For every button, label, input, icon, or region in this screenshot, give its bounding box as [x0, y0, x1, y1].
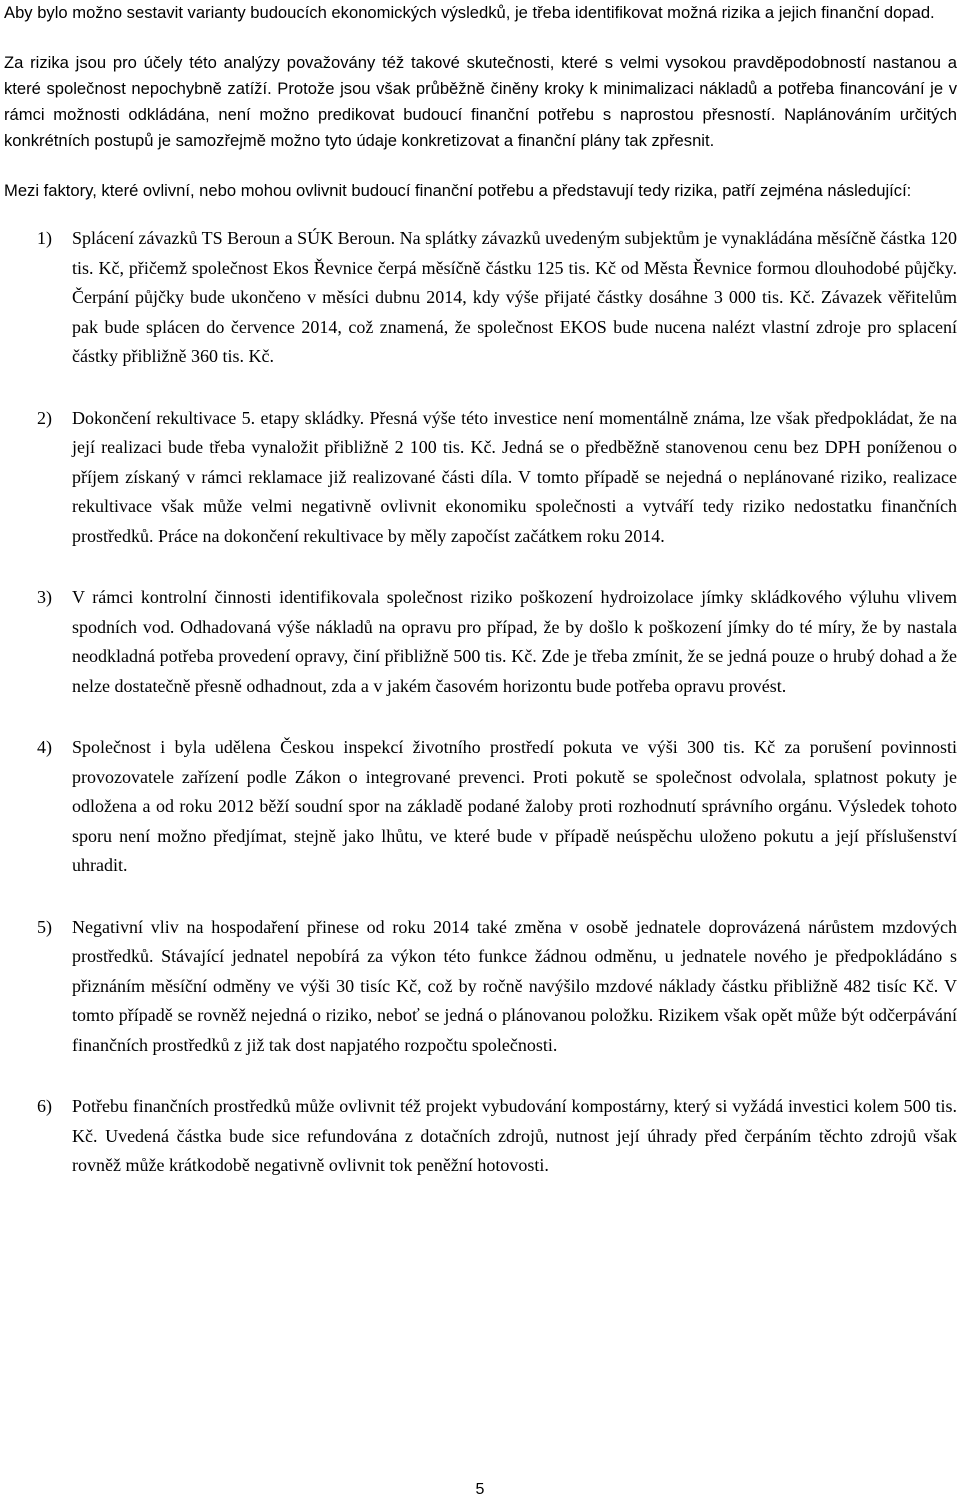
risk-factors-list: [4, 224, 957, 1181]
list-item-text: Negativní vliv na hospodaření přinese od roku 2014 také změna v osobě jednatele doprovázená nárůstem mzdových prostředků. Stávající jednatel nepobírá za výkon této funkce žádnou odměnu, u jednatele nového je předpokládáno s přiznáním měsíční odměny ve výši 30 tisíc Kč, což by ročně navýšilo mzdové náklady částku přibližně 482 tisíc Kč. V tomto případě se rovněž nejedná o riziko, neboť se jedná o plánovanou položku. Rizikem však opět může být odčerpávání finančních prostředků z již tak dost napjatého rozpočtu společnosti.: [72, 916, 957, 1055]
intro-paragraph: Aby bylo možno sestavit varianty budoucích ekonomických výsledků, je třeba identifikovat možná rizika a jejich finanční dopad.: [4, 3, 935, 22]
list-item: [4, 733, 957, 881]
list-item-text: Potřebu finančních prostředků může ovlivnit též projekt vybudování kompostárny, který si vyžádá investici kolem 500 tis. Kč. Uvedená částka bude sice refundována z dotačních zdrojů, nutnost její úhrady před čerpáním těchto zdrojů však rovněž může krátkodobě negativně ovlivnit tok peněžní hotovosti.: [72, 1096, 957, 1175]
list-item-number: 1): [37, 228, 52, 248]
list-item-number: 2): [37, 407, 52, 428]
list-item: [4, 913, 957, 1061]
list-item-number: 4): [37, 737, 52, 757]
list-item: [4, 404, 957, 552]
list-item-text: Splácení závazků TS Beroun a SÚK Beroun. Na splátky závazků uvedeným subjektům je vynakládána měsíčně částka 120 tis. Kč, přičemž společnost Ekos Řevnice čerpá měsíčně částku 125 tis. Kč od Města Řevnice formou dlouhodobé půjčky. Čerpání půjčky bude ukončeno v měsíci dubnu 2014, kdy výše přijaté částky dosáhne 3 000 tis. Kč. Závazek věřitelům pak bude splácen do července 2014, což znamená, že společnost EKOS bude nucena nalézt vlastní zdroje pro splacení částky přibližně 360 tis. Kč.: [72, 228, 957, 366]
list-item-text: V rámci kontrolní činnosti identifikovala společnost riziko poškození hydroizolace jímky skládkového výluhu vlivem spodních vod. Odhadovaná výše nákladů na opravu pro případ, že by došlo k poškození jímky do té míry, že by nastala neodkladná potřeba provedení opravy, činí přibližně 500 tis. Kč. Zde je třeba zmínit, že se jedná pouze o hrubý dohad a že nelze dostatečně přesně odhadnout, zda a v jakém časovém horizontu bude potřeba opravu provést.: [72, 587, 957, 696]
list-item-text: Společnost i byla udělena Českou inspekcí životního prostředí pokuta ve výši 300 tis. Kč za porušení povinnosti provozovatele zařízení podle Zákon o integrované prevenci. Proti pokutě se společnost odvolala, splatnost pokuty je odložena a od roku 2012 běží soudní spor na základě podané žaloby proti rozhodnutí správního orgánu. Výsledek tohoto sporu není možno předjímat, stejně jako lhůtu, ve které bude v případě neúspěchu uloženo pokutu a její příslušenství uhradit.: [72, 737, 957, 875]
list-item-number: 3): [37, 587, 52, 607]
factors-intro-paragraph: Mezi faktory, které ovlivní, nebo mohou ovlivnit budoucí finanční potřebu a představují tedy rizika, patří zejména následující:: [4, 181, 912, 200]
list-item-text: Dokončení rekultivace 5. etapy skládky. Přesná výše této investice není momentálně známa, lze však předpokládat, že na její realizaci bude třeba vynaložit přibližně 2 100 tis. Kč. Jedná se o předběžně stanovenou cenu bez DPH poníženou o příjem získaný v rámci reklamace již realizované části díla. V tomto případě se nejedná o neplánované riziko, realizace rekultivace však může velmi negativně ovlivnit ekonomiku společnosti a vytváří tedy riziko nedostatku finančních prostředků. Práce na dokončení rekultivace by měly započíst začátkem roku 2014.: [72, 407, 957, 546]
list-item-number: 6): [37, 1096, 52, 1116]
page-number: 5: [475, 1481, 485, 1498]
risk-definition-paragraph: Za rizika jsou pro účely této analýzy považovány též takové skutečnosti, které s velmi vysokou pravděpodobností nastanou a které společnost nepochybně zatíží. Protože jsou však průběžně činěny kroky k minimalizaci nákladů a potřeba financování je v rámci možnosti odkládána, není možno predikovat budoucí finanční potřebu s naprostou přesností. Naplánováním určitých konkrétních postupů je samozřejmě možno tyto údaje konkretizovat a finanční plány tak zpřesnit.: [4, 53, 957, 150]
list-item-number: 5): [37, 916, 52, 937]
list-item: [4, 583, 957, 701]
list-item: [4, 1092, 957, 1181]
document-content: [4, 0, 957, 1213]
list-item: [4, 224, 957, 372]
